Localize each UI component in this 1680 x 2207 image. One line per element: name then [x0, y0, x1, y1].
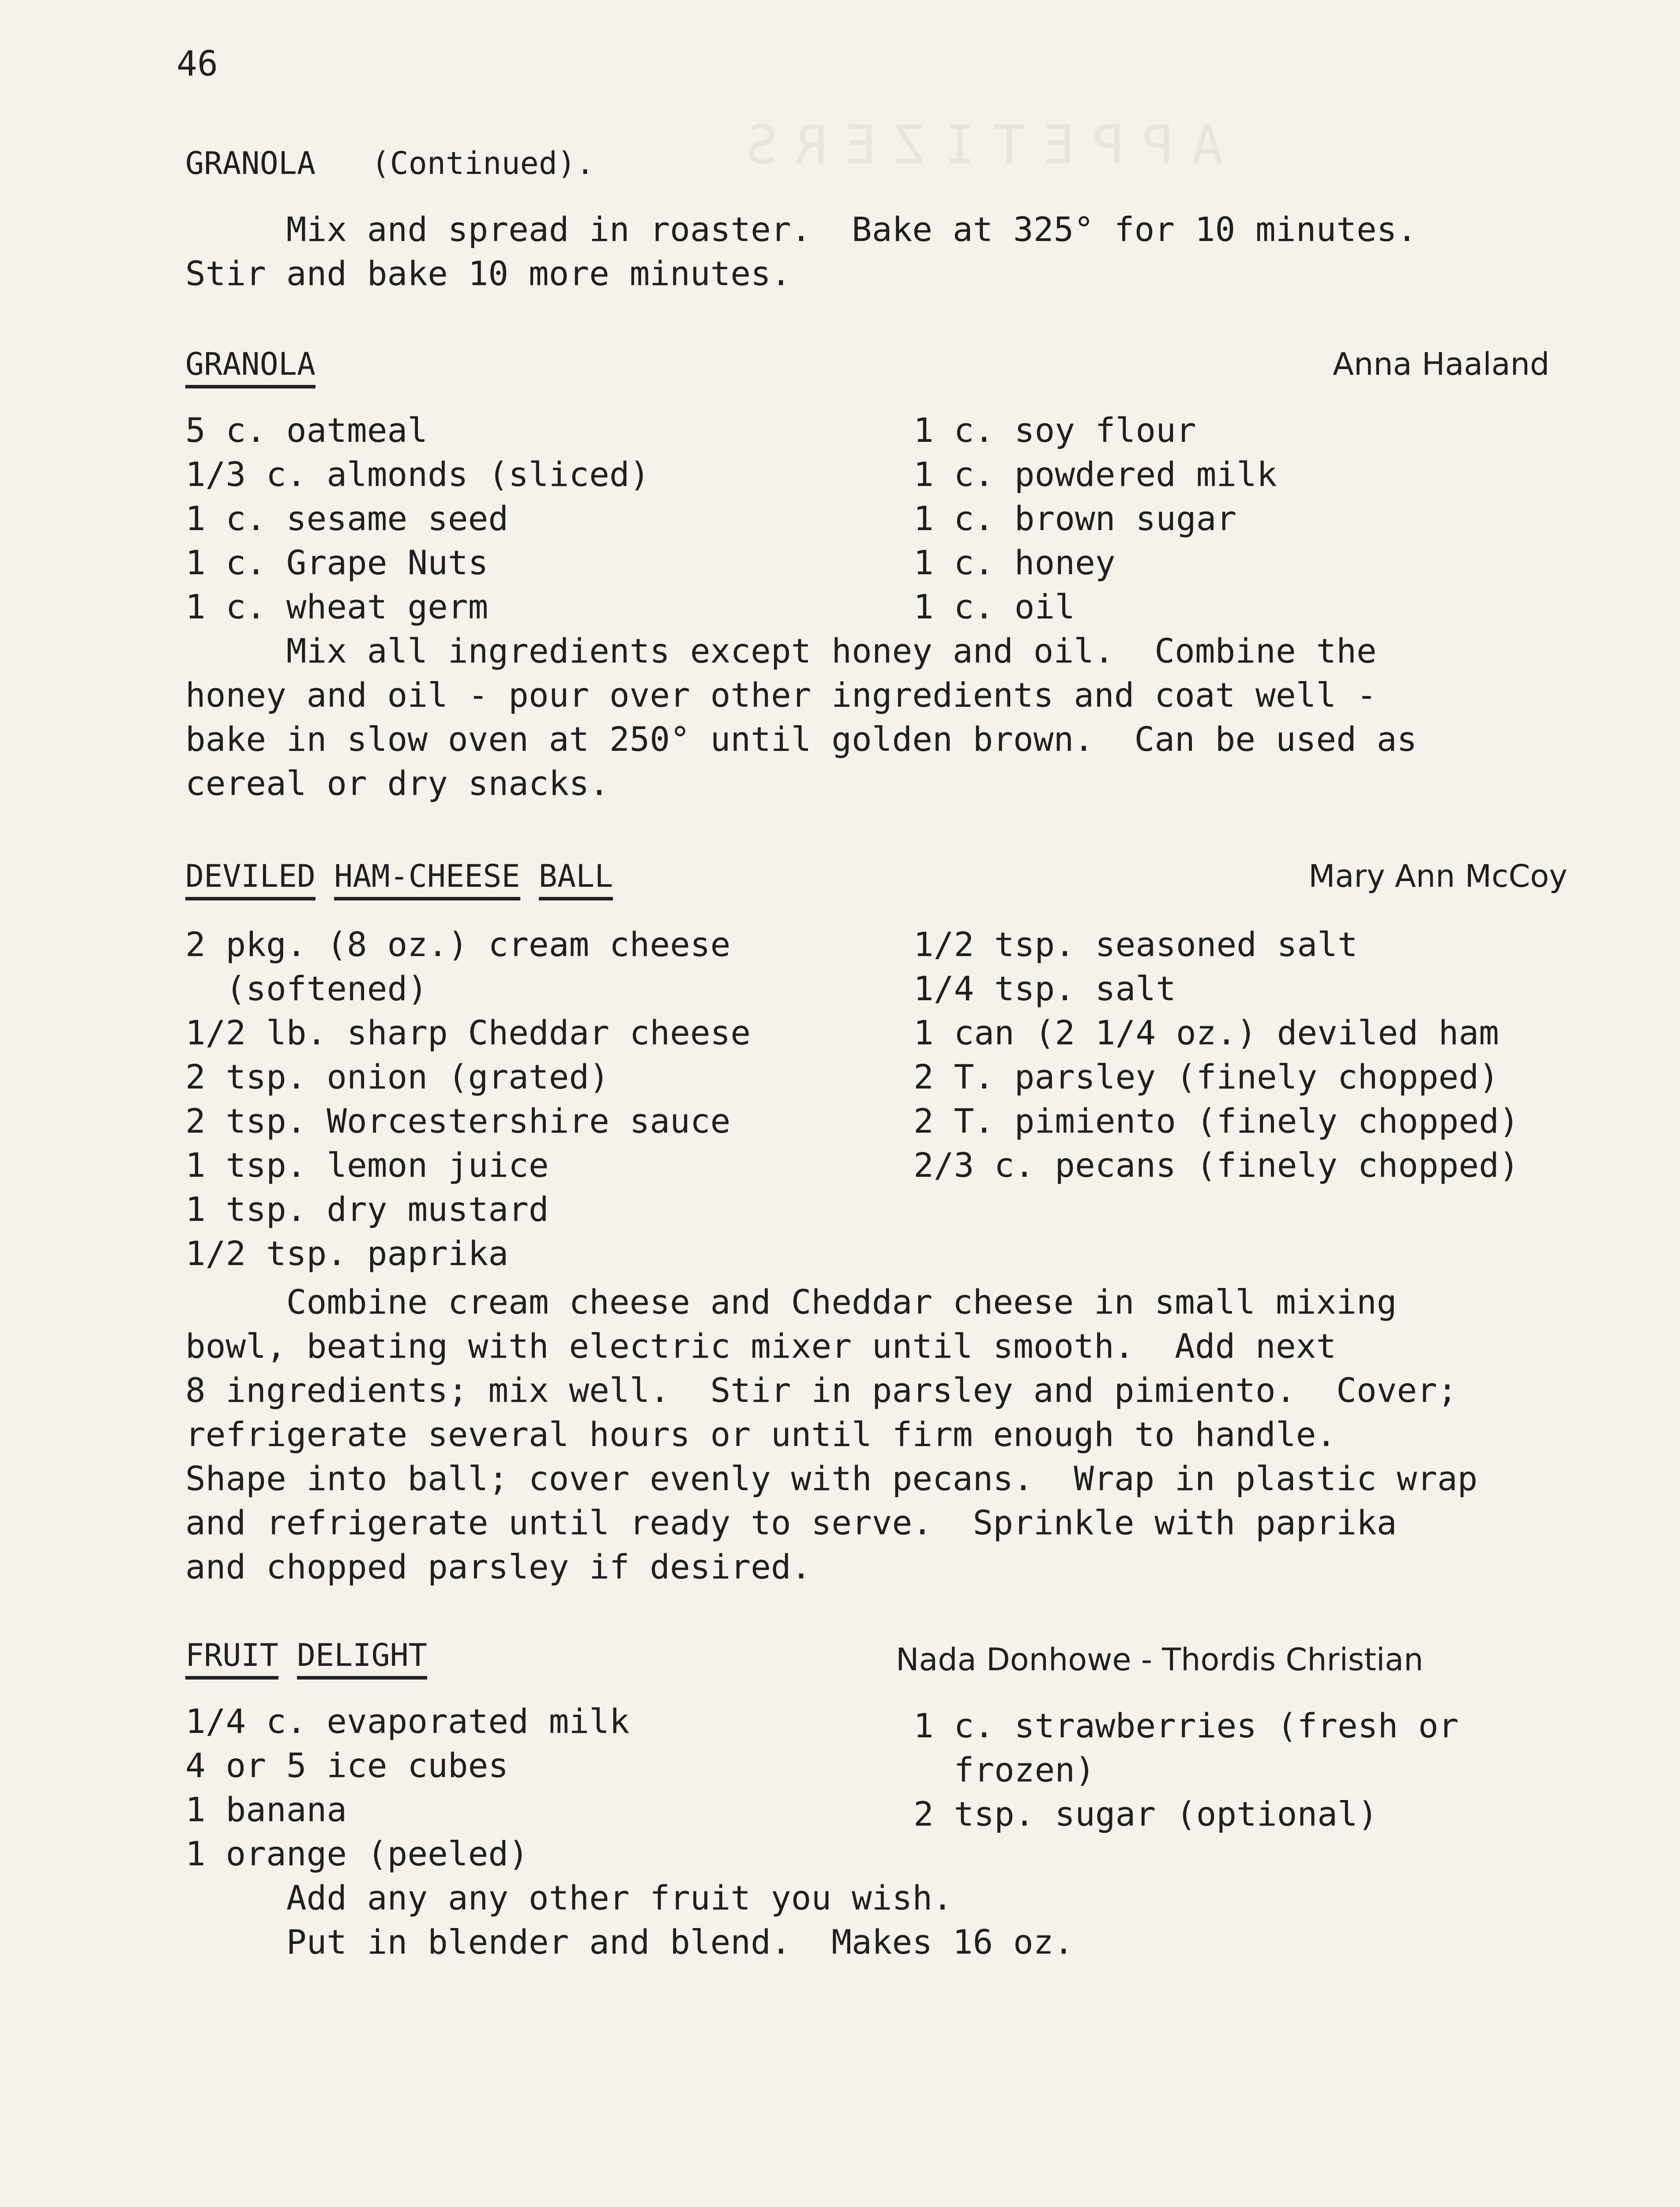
fruit-title: [185, 1633, 427, 1677]
ingredient: 1 c. strawberries (fresh or: [913, 1706, 1459, 1745]
ingredient: 5 c. oatmeal: [185, 411, 428, 450]
ingredient: 1/2 lb. sharp Cheddar cheese: [185, 1013, 751, 1052]
direction-line: bake in slow oven at 250° until golden brown. Can be used as: [185, 719, 1417, 759]
direction-line: Add any any other fruit you wish.: [185, 1878, 953, 1917]
ingredient: 2 tsp. sugar (optional): [913, 1794, 1378, 1834]
ingredient: frozen): [913, 1750, 1095, 1789]
title-word: FRUIT: [185, 1637, 278, 1680]
ingredient: 2 T. parsley (finely chopped): [913, 1057, 1499, 1096]
ingredient: 2 tsp. Worcestershire sauce: [185, 1101, 731, 1141]
direction-line: 8 ingredients; mix well. Stir in parsley and pimiento. Cover;: [185, 1371, 1458, 1410]
ingredient: 1 c. soy flour: [913, 411, 1196, 450]
title-word: BALL: [539, 858, 613, 900]
granola-continued-line: Mix and spread in roaster. Bake at 325° for 10 minutes.: [185, 210, 1417, 249]
direction-line: bowl, beating with electric mixer until smooth. Add next: [185, 1326, 1337, 1366]
granola-continued-line: Stir and bake 10 more minutes.: [185, 254, 791, 293]
ingredient: 2 T. pimiento (finely chopped): [913, 1101, 1519, 1141]
direction-line: honey and oil - pour over other ingredients and coat well -: [185, 675, 1377, 715]
ingredient: 1 c. sesame seed: [185, 499, 509, 538]
ingredient: 1 c. honey: [913, 543, 1116, 582]
direction-line: Put in blender and blend. Makes 16 oz.: [185, 1922, 1074, 1962]
direction-line: and refrigerate until ready to serve. Sprinkle with paprika: [185, 1503, 1397, 1542]
ingredient: 1 tsp. dry mustard: [185, 1190, 549, 1229]
ingredient: 1/4 c. evaporated milk: [185, 1702, 630, 1741]
ingredient: 1 tsp. lemon juice: [185, 1145, 549, 1185]
granola-continued-title: GRANOLA (Continued).: [185, 145, 595, 181]
ham-ball-author: Mary Ann McCoy: [1308, 858, 1567, 894]
ingredient: 1/4 tsp. salt: [913, 969, 1176, 1008]
ingredient: 1 c. wheat germ: [185, 587, 489, 626]
direction-line: Shape into ball; cover evenly with pecans. Wrap in plastic wrap: [185, 1459, 1478, 1498]
fruit-author: Nada Donhowe - Thordis Christian: [896, 1642, 1424, 1678]
granola-title: [185, 342, 316, 386]
ingredient: 2 tsp. onion (grated): [185, 1057, 609, 1096]
ingredient: 1/2 tsp. paprika: [185, 1234, 509, 1273]
ingredient: 1 c. powdered milk: [913, 455, 1277, 494]
granola-title-text: GRANOLA: [185, 346, 316, 388]
ingredient: 2/3 c. pecans (finely chopped): [913, 1145, 1519, 1185]
ingredient: 1 c. brown sugar: [913, 499, 1237, 538]
ingredient: 1 orange (peeled): [185, 1834, 529, 1873]
direction-line: Combine cream cheese and Cheddar cheese in small mixing: [185, 1282, 1397, 1322]
ingredient: 1 c. oil: [913, 587, 1075, 626]
ham-ball-title: [185, 854, 613, 898]
granola-author: Anna Haaland: [1333, 346, 1550, 382]
ingredient: 1/2 tsp. seasoned salt: [913, 925, 1358, 964]
direction-line: Mix all ingredients except honey and oil. Combine the: [185, 631, 1377, 670]
ingredient: 2 pkg. (8 oz.) cream cheese: [185, 925, 731, 964]
ingredient: 1/3 c. almonds (sliced): [185, 455, 650, 494]
title-word: HAM-CHEESE: [334, 858, 520, 900]
page-number: 46: [177, 44, 218, 84]
direction-line: cereal or dry snacks.: [185, 764, 609, 803]
direction-line: refrigerate several hours or until firm enough to handle.: [185, 1415, 1337, 1454]
bleed-through-heading: APPETIZERS: [728, 115, 1224, 176]
ingredient: 1 c. Grape Nuts: [185, 543, 489, 582]
ingredient: 1 can (2 1/4 oz.) deviled ham: [913, 1013, 1499, 1052]
ingredient: 4 or 5 ice cubes: [185, 1746, 509, 1785]
direction-line: and chopped parsley if desired.: [185, 1547, 812, 1586]
ingredient: (softened): [185, 969, 428, 1008]
title-word: DELIGHT: [297, 1637, 427, 1680]
title-word: DEVILED: [185, 858, 316, 900]
ingredient: 1 banana: [185, 1790, 347, 1829]
